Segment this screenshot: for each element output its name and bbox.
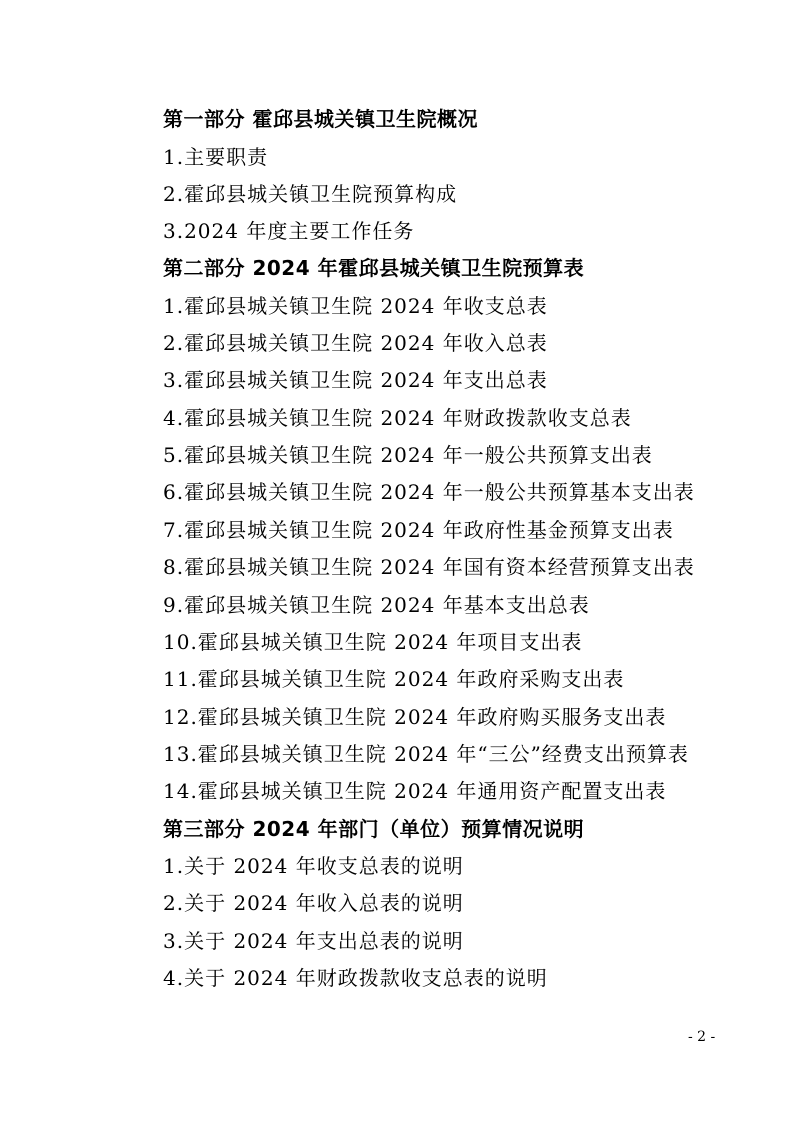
part2-item-1: 1.霍邱县城关镇卫生院 2024 年收支总表 (163, 294, 548, 318)
part2-item-14: 14.霍邱县城关镇卫生院 2024 年通用资产配置支出表 (163, 779, 667, 803)
part3-item-4: 4.关于 2024 年财政拨款收支总表的说明 (163, 966, 548, 990)
part1-item-2: 2.霍邱县城关镇卫生院预算构成 (163, 182, 458, 206)
part2-item-5: 5.霍邱县城关镇卫生院 2024 年一般公共预算支出表 (163, 443, 653, 467)
page-number: - 2 - (688, 1029, 716, 1045)
part2-item-11: 11.霍邱县城关镇卫生院 2024 年政府采购支出表 (163, 667, 625, 691)
part2-item-10: 10.霍邱县城关镇卫生院 2024 年项目支出表 (163, 630, 583, 654)
part2-item-13: 13.霍邱县城关镇卫生院 2024 年“三公”经费支出预算表 (163, 742, 689, 766)
part2-heading: 第二部分 2024 年霍邱县城关镇卫生院预算表 (163, 256, 585, 280)
part3-item-3: 3.关于 2024 年支出总表的说明 (163, 929, 464, 953)
part1-item-3: 3.2024 年度主要工作任务 (163, 219, 415, 243)
part2-item-6: 6.霍邱县城关镇卫生院 2024 年一般公共预算基本支出表 (163, 480, 695, 504)
part3-item-2: 2.关于 2024 年收入总表的说明 (163, 891, 464, 915)
part2-item-7: 7.霍邱县城关镇卫生院 2024 年政府性基金预算支出表 (163, 518, 674, 542)
part2-item-9: 9.霍邱县城关镇卫生院 2024 年基本支出总表 (163, 593, 590, 617)
part2-item-4: 4.霍邱县城关镇卫生院 2024 年财政拨款收支总表 (163, 406, 632, 430)
part3-heading: 第三部分 2024 年部门（单位）预算情况说明 (163, 817, 585, 841)
part2-item-12: 12.霍邱县城关镇卫生院 2024 年政府购买服务支出表 (163, 705, 667, 729)
part1-heading: 第一部分 霍邱县城关镇卫生院概况 (163, 107, 478, 131)
part2-item-3: 3.霍邱县城关镇卫生院 2024 年支出总表 (163, 368, 548, 392)
part1-item-1: 1.主要职责 (163, 145, 269, 169)
part3-item-1: 1.关于 2024 年收支总表的说明 (163, 854, 464, 878)
part2-item-8: 8.霍邱县城关镇卫生院 2024 年国有资本经营预算支出表 (163, 555, 695, 579)
part2-item-2: 2.霍邱县城关镇卫生院 2024 年收入总表 (163, 331, 548, 355)
